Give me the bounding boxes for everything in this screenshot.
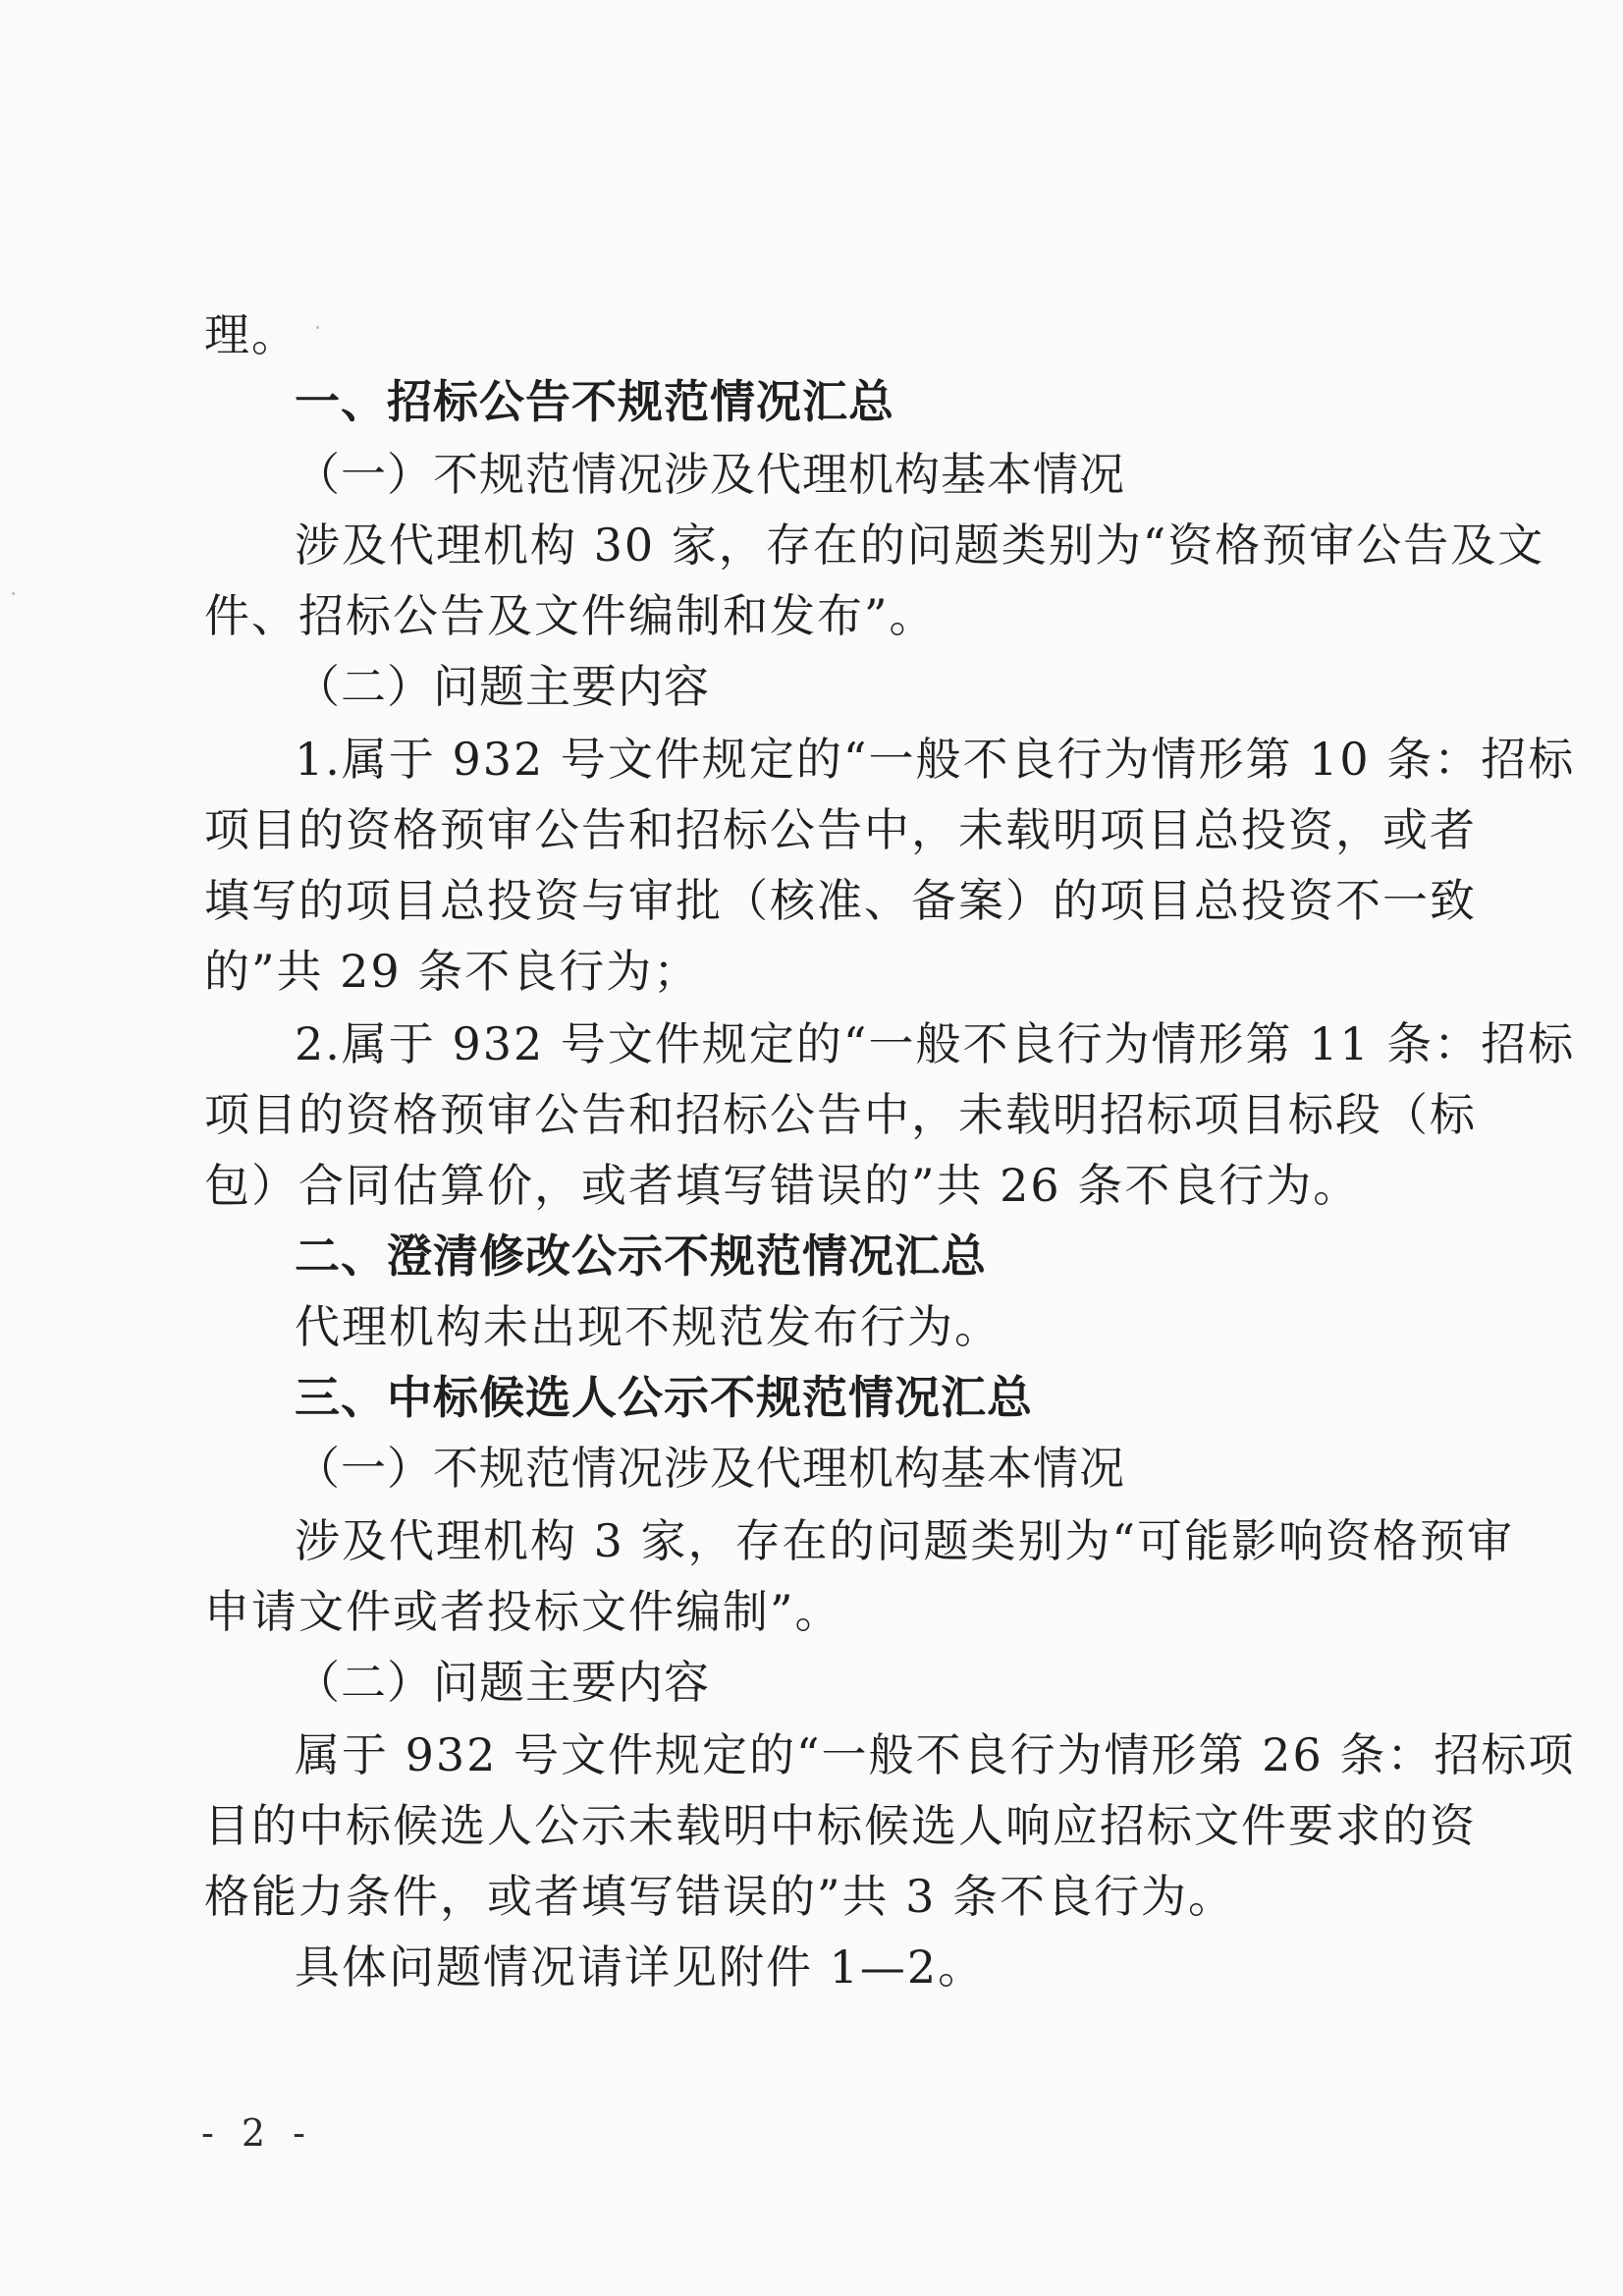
scan-speck	[12, 592, 15, 595]
paragraph-line: 涉及代理机构 30 家，存在的问题类别为“资格预审公告及文	[295, 519, 1545, 572]
subsection-heading: （二）问题主要内容	[295, 1656, 710, 1709]
section-heading-1: 一、招标公告不规范情况汇总	[295, 375, 894, 428]
paragraph-line: 项目的资格预审公告和招标公告中，未载明项目总投资，或者	[204, 803, 1477, 856]
paragraph-line: 1.属于 932 号文件规定的“一般不良行为情形第 10 条：招标	[295, 733, 1576, 786]
scan-speck	[316, 326, 319, 329]
paragraph-line: 填写的项目总投资与审批（核准、备案）的项目总投资不一致	[204, 874, 1477, 927]
page-number: - 2 -	[201, 2111, 314, 2155]
section-heading-2: 二、澄清修改公示不规范情况汇总	[295, 1230, 987, 1283]
paragraph-line: 涉及代理机构 3 家，存在的问题类别为“可能影响资格预审	[295, 1514, 1515, 1567]
paragraph-line: 属于 932 号文件规定的“一般不良行为情形第 26 条：招标项	[295, 1728, 1576, 1781]
subsection-heading: （一）不规范情况涉及代理机构基本情况	[295, 448, 1125, 501]
paragraph-line: 目的中标候选人公示未载明中标候选人响应招标文件要求的资	[204, 1799, 1477, 1852]
paragraph-line: 代理机构未出现不规范发布行为。	[295, 1300, 1001, 1353]
paragraph-line: 格能力条件，或者填写错误的”共 3 条不良行为。	[204, 1870, 1236, 1923]
subsection-heading: （二）问题主要内容	[295, 660, 710, 713]
section-heading-3: 三、中标候选人公示不规范情况汇总	[295, 1371, 1033, 1424]
paragraph-line: 具体问题情况请详见附件 1—2。	[295, 1941, 986, 1994]
paragraph-line: 的”共 29 条不良行为；	[204, 945, 701, 998]
paragraph-line: 2.属于 932 号文件规定的“一般不良行为情形第 11 条：招标	[295, 1017, 1576, 1070]
paragraph-line: 申请文件或者投标文件编制”。	[204, 1585, 842, 1638]
paragraph-line: 件、招标公告及文件编制和发布”。	[204, 589, 937, 642]
paragraph-line: 理。	[204, 308, 298, 361]
paragraph-line: 包）合同估算价，或者填写错误的”共 26 条不良行为。	[204, 1159, 1361, 1212]
subsection-heading: （一）不规范情况涉及代理机构基本情况	[295, 1442, 1125, 1495]
paragraph-line: 项目的资格预审公告和招标公告中，未载明招标项目标段（标	[204, 1088, 1477, 1141]
